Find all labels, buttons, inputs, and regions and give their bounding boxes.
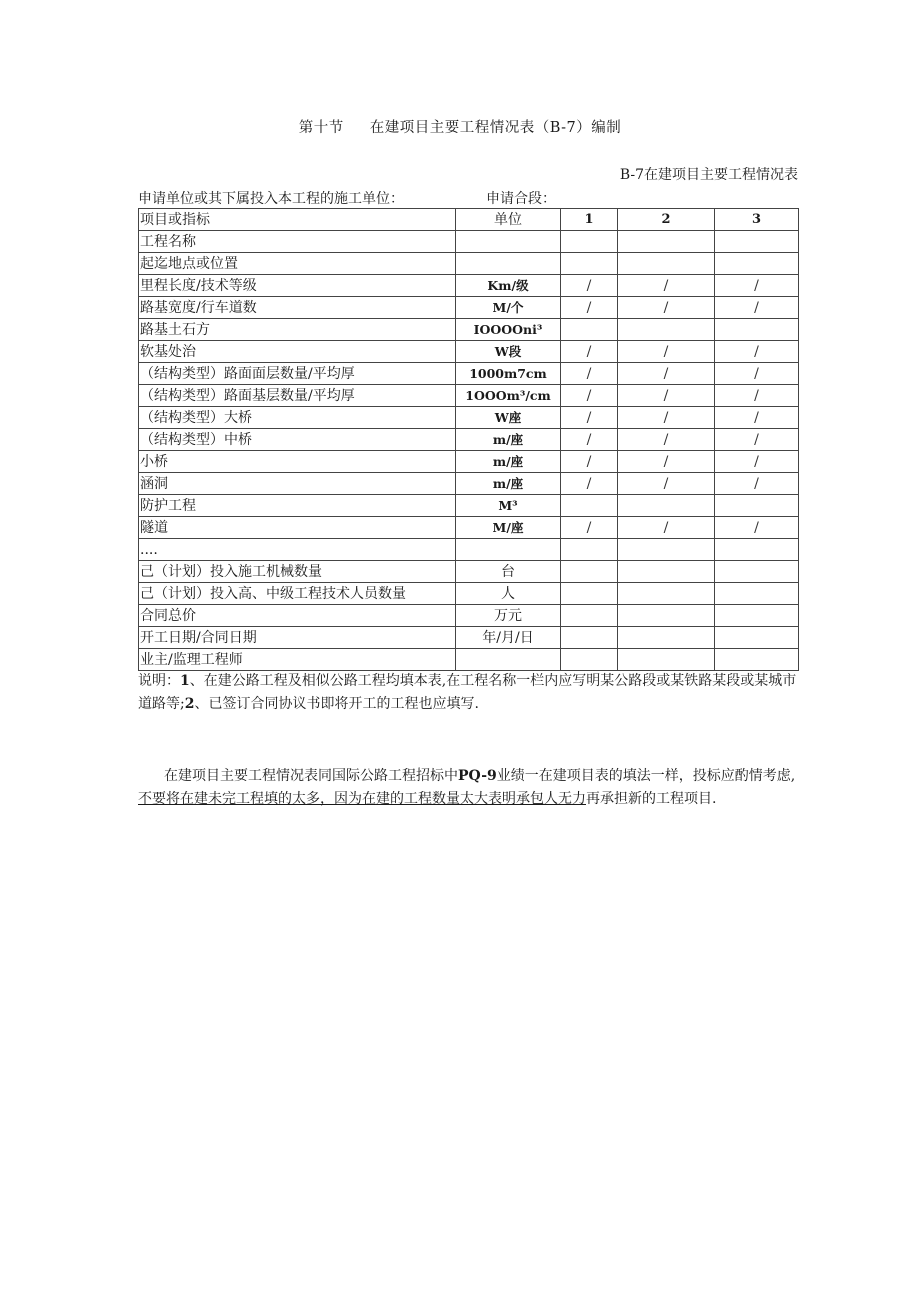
table-row xyxy=(139,605,799,627)
row-col-1 xyxy=(561,539,618,561)
note-text-2: 、已签订合同协议书即将开工的工程也应填写. xyxy=(194,696,479,712)
row-col-3: / xyxy=(715,473,799,495)
table-caption: B-7在建项目主要工程情况表 xyxy=(619,167,798,183)
row-col-1: / xyxy=(561,407,618,429)
table-row xyxy=(139,561,799,583)
row-col-2 xyxy=(618,231,715,253)
row-item: （结构类型）路面面层数量/平均厚 xyxy=(139,363,456,385)
row-unit xyxy=(456,253,561,275)
row-item: 开工日期/合同日期 xyxy=(139,627,456,649)
row-col-3: / xyxy=(715,429,799,451)
header-col-2: 2 xyxy=(618,209,715,231)
row-col-1 xyxy=(561,627,618,649)
row-col-1 xyxy=(561,583,618,605)
row-unit: M/座 xyxy=(456,517,561,539)
para-part-1: 在建项目主要工程情况表同国际公路工程招标中 xyxy=(164,768,458,784)
row-col-3: / xyxy=(715,363,799,385)
row-col-2: / xyxy=(618,275,715,297)
row-unit xyxy=(456,231,561,253)
table-row xyxy=(139,429,799,451)
row-col-2: / xyxy=(618,297,715,319)
row-unit: m/座 xyxy=(456,473,561,495)
row-col-3: / xyxy=(715,385,799,407)
row-col-1 xyxy=(561,561,618,583)
note-prefix: 说明： xyxy=(138,673,180,689)
row-col-1: / xyxy=(561,517,618,539)
row-col-3 xyxy=(715,539,799,561)
row-col-1: / xyxy=(561,451,618,473)
table-row xyxy=(139,407,799,429)
row-col-3 xyxy=(715,649,799,671)
row-unit: 万元 xyxy=(456,605,561,627)
row-col-3 xyxy=(715,253,799,275)
row-col-1 xyxy=(561,649,618,671)
row-unit: M³ xyxy=(456,495,561,517)
row-col-2 xyxy=(618,539,715,561)
header-col-1: 1 xyxy=(561,209,618,231)
table-note xyxy=(138,670,802,716)
row-col-3 xyxy=(715,231,799,253)
table-row xyxy=(139,341,799,363)
table-row xyxy=(139,297,799,319)
row-item: （结构类型）大桥 xyxy=(139,407,456,429)
row-col-1 xyxy=(561,253,618,275)
row-item: 合同总价 xyxy=(139,605,456,627)
row-item: 路基宽度/行车道数 xyxy=(139,297,456,319)
row-item: 业主/监理工程师 xyxy=(139,649,456,671)
row-item: 小桥 xyxy=(139,451,456,473)
row-col-3 xyxy=(715,319,799,341)
row-col-2 xyxy=(618,649,715,671)
row-col-1: / xyxy=(561,473,618,495)
para-underlined: 不要将在建未完工程填的太多，因为在建的工程数量太大表明承包人无力 xyxy=(138,791,586,807)
row-col-2: / xyxy=(618,429,715,451)
row-item: 软基处治 xyxy=(139,341,456,363)
body-paragraph xyxy=(138,765,802,811)
row-col-3: / xyxy=(715,407,799,429)
para-part-2: 业绩一在建项目表的填法一样，投标应酌情考虑, xyxy=(496,768,796,784)
row-item: .... xyxy=(139,539,456,561)
row-col-1 xyxy=(561,495,618,517)
row-col-3: / xyxy=(715,451,799,473)
row-col-1 xyxy=(561,319,618,341)
row-col-2 xyxy=(618,605,715,627)
row-item: 里程长度/技术等级 xyxy=(139,275,456,297)
row-unit: IOOOOni³ xyxy=(456,319,561,341)
row-unit: M/个 xyxy=(456,297,561,319)
row-item: 起迄地点或位置 xyxy=(139,253,456,275)
row-item: 己（计划）投入高、中级工程技术人员数量 xyxy=(139,583,456,605)
table-row xyxy=(139,517,799,539)
table-row xyxy=(139,649,799,671)
row-col-2: / xyxy=(618,517,715,539)
table-row xyxy=(139,231,799,253)
table-row xyxy=(139,627,799,649)
row-item: 路基土石方 xyxy=(139,319,456,341)
row-col-3 xyxy=(715,583,799,605)
table-row xyxy=(139,539,799,561)
page-title xyxy=(0,116,920,137)
para-part-3: 再承担新的工程项目. xyxy=(586,791,717,807)
row-col-1 xyxy=(561,231,618,253)
row-col-3 xyxy=(715,561,799,583)
row-col-3 xyxy=(715,605,799,627)
row-col-3: / xyxy=(715,275,799,297)
row-col-1: / xyxy=(561,429,618,451)
note-number-2: 2 xyxy=(184,696,195,712)
row-col-2: / xyxy=(618,363,715,385)
row-item: （结构类型）中桥 xyxy=(139,429,456,451)
row-col-3: / xyxy=(715,341,799,363)
section-title: 在建项目主要工程情况表（B-7）编制 xyxy=(369,120,622,136)
applicant-unit-label: 申请单位或其下属投入本工程的施工单位： xyxy=(138,191,404,207)
row-item: 隧道 xyxy=(139,517,456,539)
header-col-3: 3 xyxy=(715,209,799,231)
applicant-section-label: 申请合段： xyxy=(486,191,556,207)
row-unit: m/座 xyxy=(456,451,561,473)
row-unit: 台 xyxy=(456,561,561,583)
row-col-2 xyxy=(618,319,715,341)
row-unit: 1OOOm³/cm xyxy=(456,385,561,407)
row-col-2: / xyxy=(618,341,715,363)
row-col-1: / xyxy=(561,363,618,385)
table-row xyxy=(139,451,799,473)
row-unit xyxy=(456,649,561,671)
row-col-2: / xyxy=(618,385,715,407)
project-table xyxy=(138,208,799,671)
table-row xyxy=(139,319,799,341)
row-col-2 xyxy=(618,561,715,583)
row-col-1: / xyxy=(561,275,618,297)
row-item: （结构类型）路面基层数量/平均厚 xyxy=(139,385,456,407)
row-item: 工程名称 xyxy=(139,231,456,253)
row-col-3: / xyxy=(715,517,799,539)
row-col-2 xyxy=(618,627,715,649)
row-col-1 xyxy=(561,605,618,627)
row-col-2: / xyxy=(618,473,715,495)
row-item: 防护工程 xyxy=(139,495,456,517)
note-text-1: 、在建公路工程及相似公路工程均填本表,在工程名称一栏内应写明某公路段或某铁路某段或某城市道路等; xyxy=(138,673,797,712)
row-unit xyxy=(456,539,561,561)
row-col-3 xyxy=(715,627,799,649)
row-col-1: / xyxy=(561,385,618,407)
row-unit: m/座 xyxy=(456,429,561,451)
para-code: PQ-9 xyxy=(458,768,497,784)
table-row xyxy=(139,275,799,297)
table-row xyxy=(139,253,799,275)
row-item: 己（计划）投入施工机械数量 xyxy=(139,561,456,583)
table-row xyxy=(139,583,799,605)
row-item: 涵洞 xyxy=(139,473,456,495)
row-col-2 xyxy=(618,583,715,605)
row-col-3: / xyxy=(715,297,799,319)
row-unit: 年/月/日 xyxy=(456,627,561,649)
header-unit: 单位 xyxy=(456,209,561,231)
row-col-1: / xyxy=(561,341,618,363)
row-col-2 xyxy=(618,495,715,517)
table-header-row xyxy=(139,209,799,231)
table-row xyxy=(139,495,799,517)
row-unit: Km/级 xyxy=(456,275,561,297)
note-number-1: 1 xyxy=(180,673,190,689)
table-row xyxy=(139,473,799,495)
applicant-row xyxy=(138,188,798,208)
table-row xyxy=(139,363,799,385)
section-number: 第十节 xyxy=(298,120,344,136)
header-item: 项目或指标 xyxy=(139,209,456,231)
table-row xyxy=(139,385,799,407)
row-unit: W座 xyxy=(456,407,561,429)
row-col-2: / xyxy=(618,451,715,473)
row-unit: 人 xyxy=(456,583,561,605)
row-col-2 xyxy=(618,253,715,275)
row-unit: W段 xyxy=(456,341,561,363)
row-unit: 1000m7cm xyxy=(456,363,561,385)
row-col-2: / xyxy=(618,407,715,429)
row-col-3 xyxy=(715,495,799,517)
row-col-1: / xyxy=(561,297,618,319)
